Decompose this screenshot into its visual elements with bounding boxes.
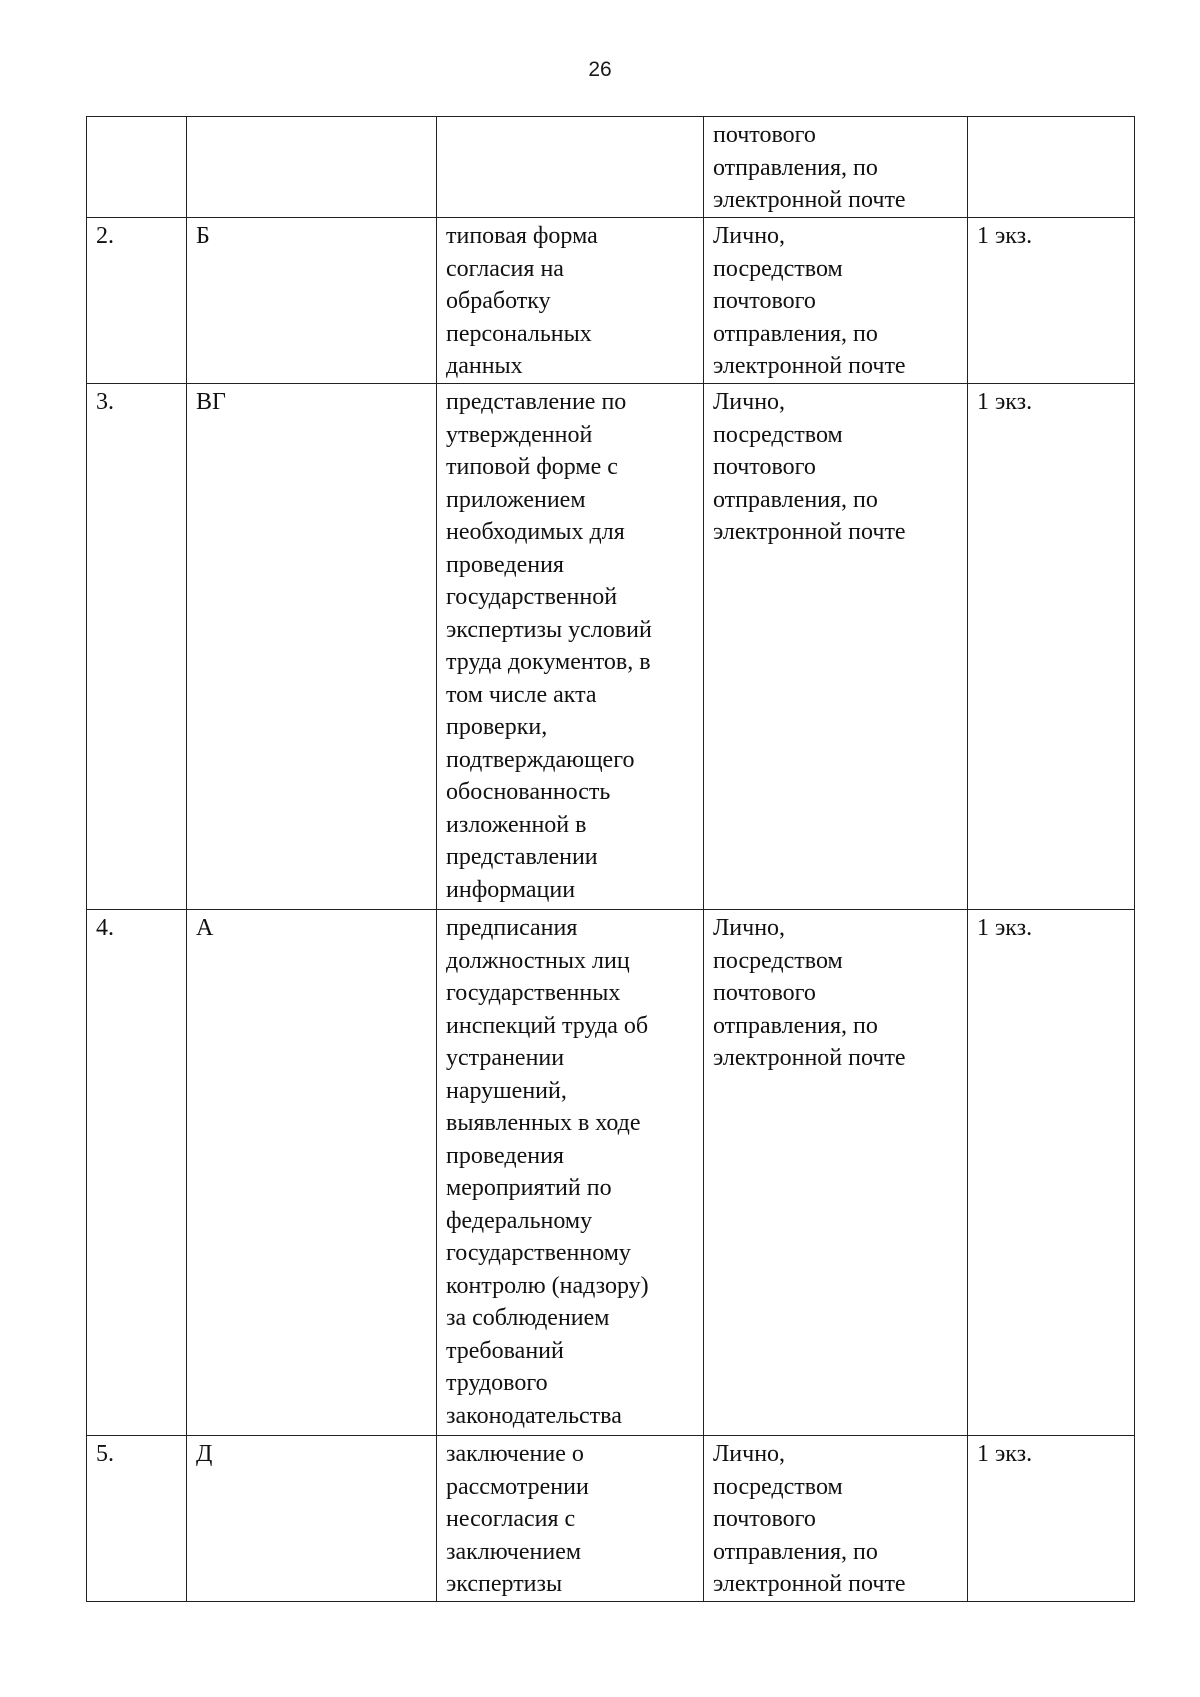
cell-text-line: отправления, по [713,1538,878,1565]
page-number: 26 [588,58,612,81]
cell-text-line: за соблюдением [446,1305,610,1331]
cell-text-line: информации [446,876,576,903]
cell-text-line: типовой форме с [446,454,618,480]
cell-text-line: типовая форма [446,223,598,249]
cell-text-line: электронной почте [713,187,906,213]
submission-method-cell [704,1436,968,1602]
cell-text-line: мероприятий по [446,1175,612,1201]
cell-text-line: согласия на [446,255,564,282]
row-number-cell [87,117,187,218]
cell-text-line: приложением [446,486,586,513]
row-code-cell [187,117,437,218]
cell-text-line: обоснованность [446,779,611,805]
cell-text-line: нарушений, [446,1077,567,1104]
cell-text-line: отправления, по [713,1012,878,1039]
cell-text-line: проверки, [446,714,548,740]
cell-text-line: устранении [446,1045,565,1071]
cell-text-line: предписания [446,915,578,941]
cell-text-line: отправления, по [713,154,878,181]
cell-text-line: трудового [446,1370,548,1396]
cell-text-line: почтового [713,454,816,480]
cell-text-line: посредством [713,1473,843,1500]
document-name-cell [437,910,704,1436]
submission-method-cell [704,910,968,1436]
cell-text-line: представление по [446,389,627,415]
cell-text-line: Лично, [713,389,786,415]
cell-text-line: том числе акта [446,681,597,708]
table-row [87,384,1135,910]
copies-cell: 1 экз. [968,384,1135,910]
cell-text-line: посредством [713,255,843,282]
row-code-cell: ВГ [187,384,437,910]
cell-text-line: инспекций труда об [446,1012,649,1039]
cell-text-line: Лично, [713,1441,786,1467]
cell-text-line: почтового [713,122,816,148]
submission-method-cell [704,117,968,218]
cell-text-line: проведения [446,1142,564,1169]
cell-text-line: проведения [446,551,564,578]
documents-table [86,116,1135,1602]
cell-text-line: отправления, по [713,486,878,513]
cell-text-line: данных [446,353,523,379]
cell-text-line: федеральному [446,1207,593,1234]
cell-text-line: рассмотрении [446,1473,589,1500]
copies-cell: 1 экз. [968,218,1135,384]
cell-text-line: утвержденной [446,421,593,448]
submission-method-cell [704,218,968,384]
cell-text-line: подтверждающего [446,746,635,773]
cell-text-line: контролю (надзору) [446,1272,649,1299]
cell-text-line: изложенной в [446,811,587,838]
submission-method-cell [704,384,968,910]
cell-text-line: несогласия с [446,1506,576,1532]
cell-text-line: экспертизы условий [446,616,652,643]
cell-text-line: почтового [713,288,816,314]
cell-text-line: выявленных в ходе [446,1110,641,1136]
table-row [87,218,1135,384]
cell-text-line: должностных лиц [446,947,630,974]
row-number-cell: 5. [87,1436,187,1602]
cell-text-line: обработку [446,288,551,314]
row-code-cell: А [187,910,437,1436]
cell-text-line: заключением [446,1538,582,1565]
copies-cell: 1 экз. [968,1436,1135,1602]
cell-text-line: экспертизы [446,1571,563,1597]
cell-text-line: посредством [713,421,843,448]
document-name-cell [437,1436,704,1602]
document-name-cell [437,117,704,218]
cell-text-line: почтового [713,1506,816,1532]
cell-text-line: Лично, [713,223,786,249]
cell-text-line: представлении [446,844,598,870]
cell-text-line: посредством [713,947,843,974]
cell-text-line: персональных [446,320,592,347]
cell-text-line: Лично, [713,915,786,941]
cell-text-line: почтового [713,980,816,1006]
row-number-cell: 2. [87,218,187,384]
cell-text-line: государственному [446,1240,631,1266]
cell-text-line: требований [446,1337,564,1364]
cell-text-line: электронной почте [713,1571,906,1597]
cell-text-line: необходимых для [446,519,625,545]
cell-text-line: государственной [446,584,618,610]
cell-text-line: электронной почте [713,1045,906,1071]
row-number-cell: 3. [87,384,187,910]
cell-text-line: государственных [446,980,621,1006]
row-number-cell: 4. [87,910,187,1436]
cell-text-line: законодательства [446,1402,622,1429]
cell-text-line: труда документов, в [446,649,651,675]
cell-text-line: электронной почте [713,519,906,545]
row-code-cell: Б [187,218,437,384]
table-row [87,117,1135,218]
cell-text-line: отправления, по [713,320,878,347]
row-code-cell: Д [187,1436,437,1602]
document-name-cell [437,218,704,384]
copies-cell [968,117,1135,218]
document-name-cell [437,384,704,910]
table-row [87,1436,1135,1602]
cell-text-line: электронной почте [713,353,906,379]
cell-text-line: заключение о [446,1441,584,1467]
copies-cell: 1 экз. [968,910,1135,1436]
table-row [87,910,1135,1436]
